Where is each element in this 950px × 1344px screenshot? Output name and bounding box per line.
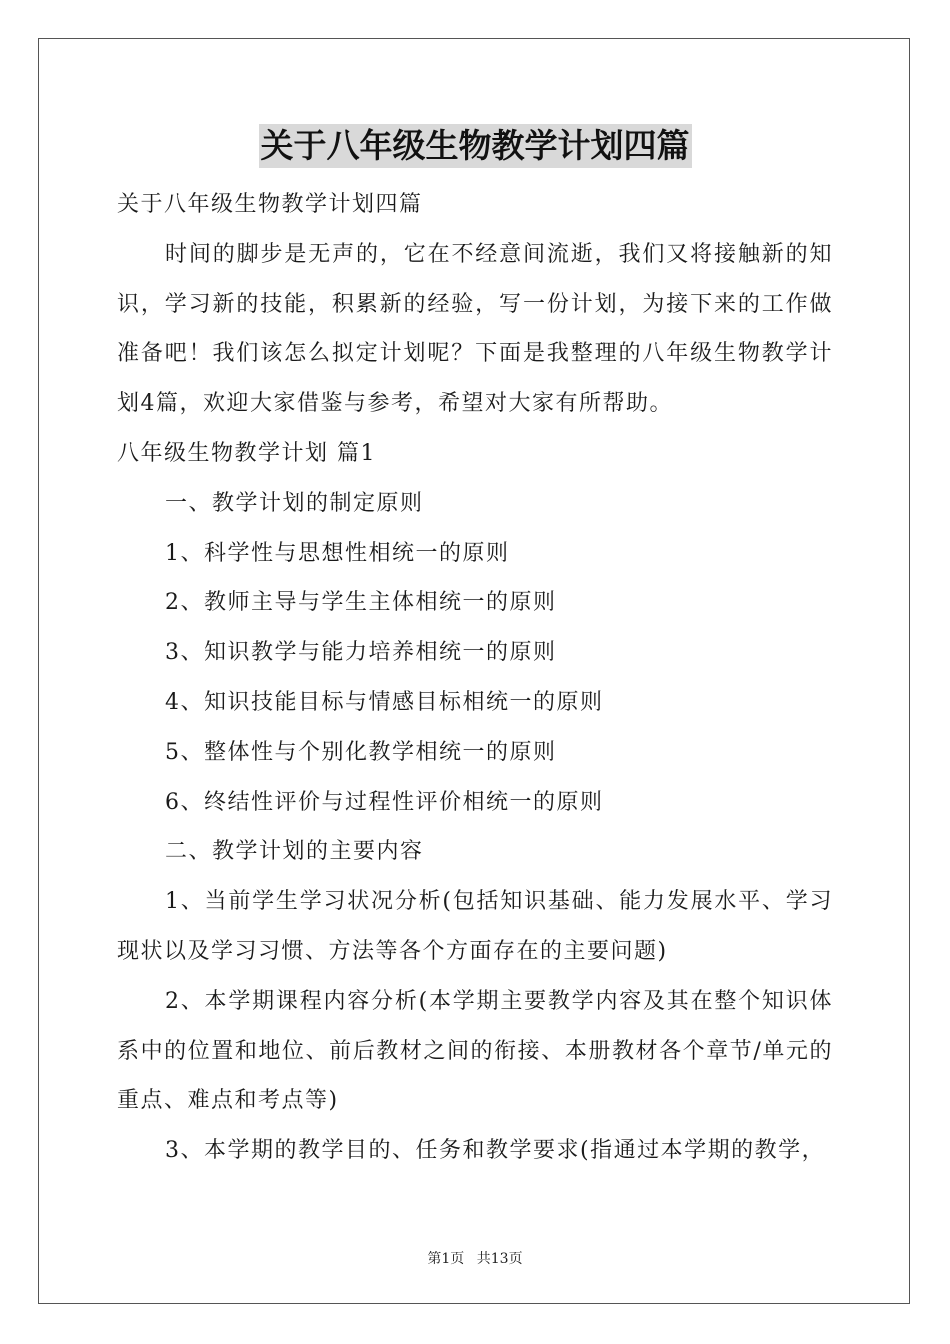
title-wrap: [0, 124, 950, 168]
body-paragraph: 1、科学性与思想性相统一的原则: [165, 540, 510, 566]
body-paragraph: 4、知识技能目标与情感目标相统一的原则: [165, 689, 604, 715]
body-paragraph: 5、整体性与个别化教学相统一的原则: [165, 739, 557, 765]
body-paragraph: 二、教学计划的主要内容: [165, 839, 424, 865]
body-paragraph: 一、教学计划的制定原则: [165, 490, 424, 516]
body-paragraph: 3、本学期的教学目的、任务和教学要求(指通过本学期的教学，: [165, 1138, 826, 1164]
page-total: 共13页: [476, 1251, 523, 1267]
page-footer: [0, 1248, 950, 1268]
body-paragraph: 3、知识教学与能力培养相统一的原则: [165, 640, 557, 666]
body-paragraph: 1、当前学生学习状况分析(包括知识基础、能力发展水平、学习现状以及学习习惯、方法等各个方面存在的主要问题): [117, 889, 833, 964]
document-body: [117, 180, 833, 1176]
document-title: 关于八年级生物教学计划四篇: [259, 124, 692, 168]
body-paragraph: 关于八年级生物教学计划四篇: [117, 192, 423, 217]
body-paragraph: 时间的脚步是无声的，它在不经意间流逝，我们又将接触新的知识，学习新的技能，积累新的经验，写一份计划，为接下来的工作做准备吧！我们该怎么拟定计划呢？下面是我整理的八年级生物教学计划4篇，欢迎大家借鉴与参考，希望对大家有所帮助。: [117, 241, 833, 417]
body-paragraph: 八年级生物教学计划 篇1: [117, 440, 376, 466]
body-paragraph: 2、本学期课程内容分析(本学期主要教学内容及其在整个知识体系中的位置和地位、前后教材之间的衔接、本册教材各个章节/单元的重点、难点和考点等): [117, 988, 833, 1114]
page-number: 第1页: [427, 1251, 465, 1267]
body-paragraph: 6、终结性评价与过程性评价相统一的原则: [165, 789, 604, 815]
body-paragraph: 2、教师主导与学生主体相统一的原则: [165, 590, 557, 616]
